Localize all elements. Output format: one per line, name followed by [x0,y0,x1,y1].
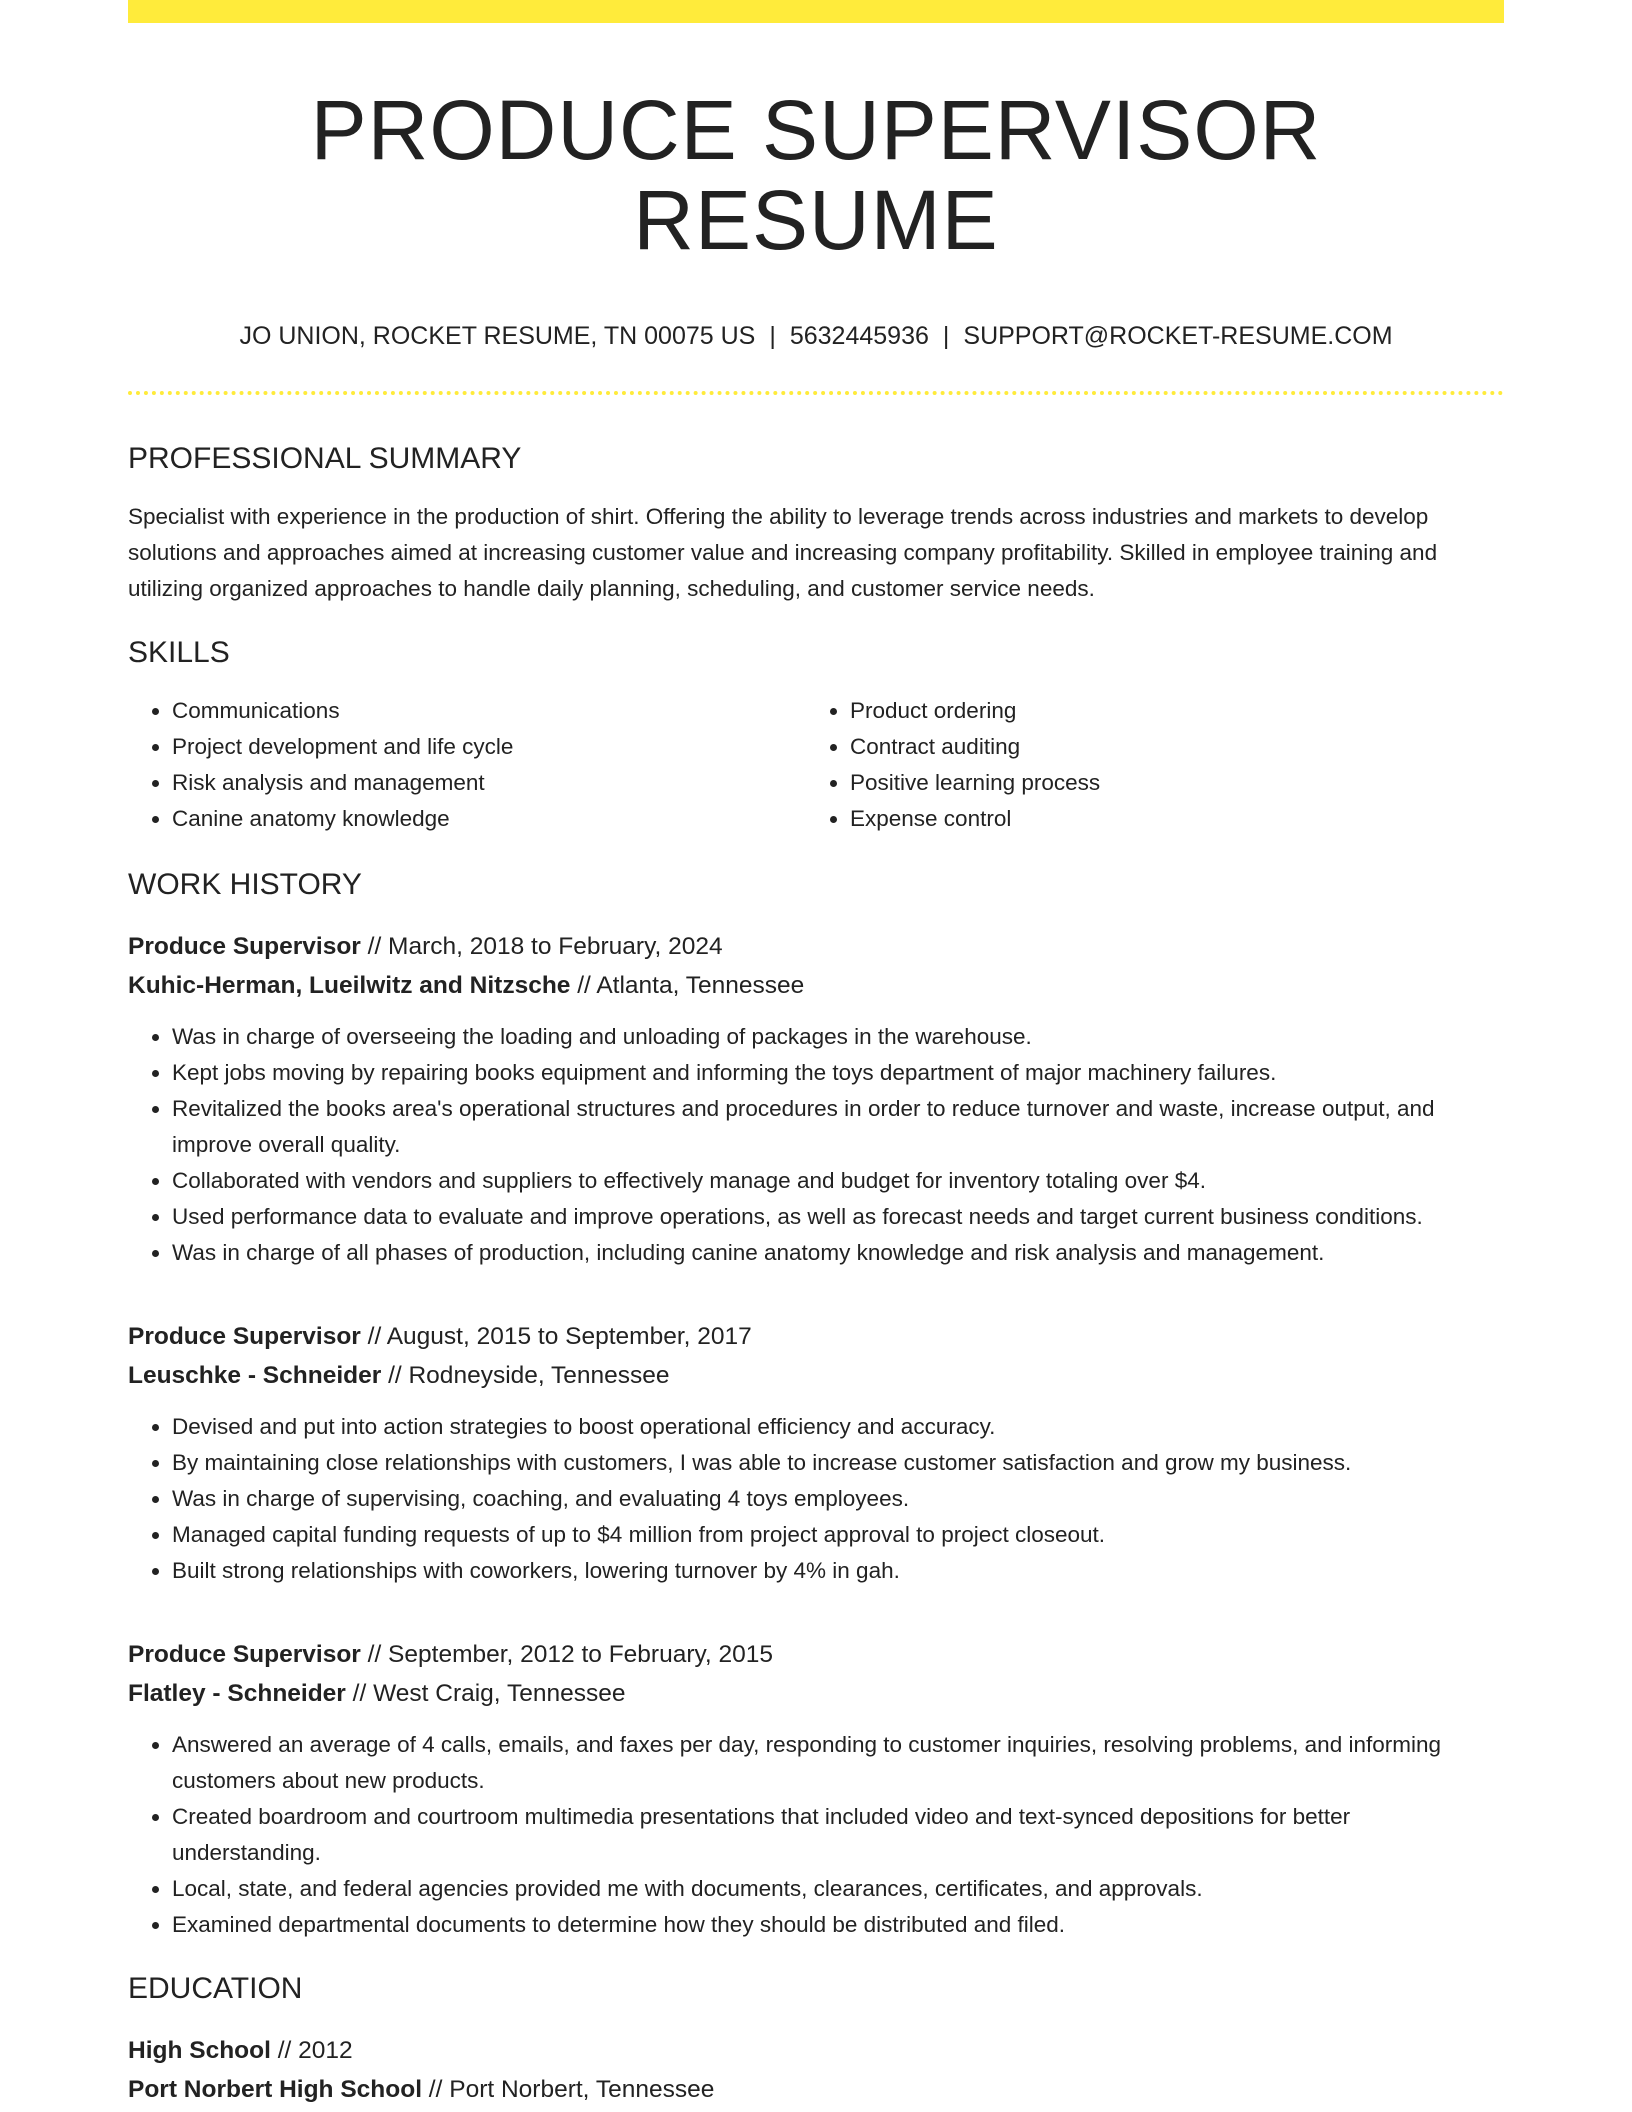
job-bullet: • Built strong relationships with coworkers, lowering turnover by 4% in gah. [172,1553,1504,1589]
job-title-line [128,1635,1504,1674]
job-company: Leuschke - Schneider [128,1362,382,1390]
job-company-line [128,966,1504,1005]
job-location: // West Craig, Tennessee [345,1680,626,1708]
skills-column-left [128,693,806,837]
skill-item: • Product ordering [850,693,1484,729]
skill-item: • Expense control [850,801,1484,837]
job-title-line [128,1317,1504,1356]
job-bullets [128,1409,1504,1589]
job-bullet: • Created boardroom and courtroom multimedia presentations that included video and text-synced depositions for better understanding. [172,1799,1504,1871]
education-heading: EDUCATION [128,1972,303,2006]
contact-address: JO UNION, ROCKET RESUME, TN 00075 US [239,322,756,351]
education-entry [128,2031,1504,2109]
job-bullets [128,1727,1504,1943]
education-degree-line [128,2031,1504,2070]
job-title: Produce Supervisor [128,933,361,961]
contact-separator: | [769,322,776,351]
job-bullet: • Answered an average of 4 calls, emails, and faxes per day, responding to customer inquiries, resolving problems, and informing customers about new products. [172,1727,1504,1799]
job-dates: // August, 2015 to September, 2017 [360,1323,752,1351]
skills-column-right [806,693,1484,837]
job-location: // Atlanta, Tennessee [570,972,805,1000]
summary-text: Specialist with experience in the production of shirt. Offering the ability to leverage trends across industries and markets to develop solutions and approaches aimed at increasing customer value and increasing company profitability. Skilled in employee training and utilizing organized approaches to handle daily planning, scheduling, and customer service needs. [128,504,1438,602]
education-degree: High School [128,2037,271,2065]
job-bullet: • Devised and put into action strategies to boost operational efficiency and accuracy. [172,1409,1504,1445]
job-entry [128,1635,1504,1943]
job-company: Kuhic-Herman, Lueilwitz and Nitzsche [128,972,571,1000]
job-location: // Rodneyside, Tennessee [381,1362,670,1390]
job-bullet: • Collaborated with vendors and suppliers to effectively manage and budget for inventory totaling over $4. [172,1163,1504,1199]
header-divider [128,391,1504,395]
top-accent-bar [128,0,1504,23]
skills-heading: SKILLS [128,636,230,670]
job-company-line [128,1674,1504,1713]
job-bullet: • Local, state, and federal agencies provided me with documents, clearances, certificates, and approvals. [172,1871,1504,1907]
job-bullet: • Kept jobs moving by repairing books equipment and informing the toys department of major machinery failures. [172,1055,1504,1091]
education-school: Port Norbert High School [128,2076,422,2104]
skill-item: • Contract auditing [850,729,1484,765]
job-title-line [128,927,1504,966]
education-school-line [128,2070,1504,2109]
job-dates: // March, 2018 to February, 2024 [360,933,723,961]
education-location: // Port Norbert, Tennessee [422,2076,715,2104]
job-company-line [128,1356,1504,1395]
job-entry [128,927,1504,1271]
work-history-heading: WORK HISTORY [128,868,362,902]
skill-item: • Risk analysis and management [172,765,806,801]
skill-item: • Project development and life cycle [172,729,806,765]
job-dates: // September, 2012 to February, 2015 [360,1641,774,1669]
contact-email: SUPPORT@ROCKET-RESUME.COM [963,322,1393,351]
job-bullet: • Was in charge of overseeing the loading and unloading of packages in the warehouse. [172,1019,1504,1055]
skills-list-right [806,693,1484,837]
contact-phone: 5632445936 [789,322,929,351]
job-entry [128,1317,1504,1589]
job-title: Produce Supervisor [128,1323,361,1351]
resume-page [128,0,1504,2109]
job-bullet: • Examined departmental documents to determine how they should be distributed and filed. [172,1907,1504,1943]
job-bullet: • Was in charge of supervising, coaching, and evaluating 4 toys employees. [172,1481,1504,1517]
skill-item: • Positive learning process [850,765,1484,801]
skill-item: • Canine anatomy knowledge [172,801,806,837]
job-title: Produce Supervisor [128,1641,361,1669]
summary-heading: PROFESSIONAL SUMMARY [128,442,522,476]
job-bullets [128,1019,1504,1271]
job-bullet: • Revitalized the books area's operational structures and procedures in order to reduce turnover and waste, increase output, and improve overall quality. [172,1091,1504,1163]
job-bullet: • Used performance data to evaluate and improve operations, as well as forecast needs and target current business conditions. [172,1199,1504,1235]
job-bullet: • Managed capital funding requests of up to $4 million from project approval to project closeout. [172,1517,1504,1553]
skill-item: • Communications [172,693,806,729]
contact-separator: | [942,322,950,351]
resume-title: PRODUCE SUPERVISOR RESUME [310,83,1322,267]
education-year: // 2012 [270,2037,353,2065]
skills-grid [128,693,1504,837]
job-bullet: • Was in charge of all phases of production, including canine anatomy knowledge and risk analysis and management. [172,1235,1504,1271]
job-bullet: • By maintaining close relationships with customers, I was able to increase customer satisfaction and grow my business. [172,1445,1504,1481]
contact-line [128,321,1504,351]
skills-list-left [128,693,806,837]
job-company: Flatley - Schneider [128,1680,346,1708]
